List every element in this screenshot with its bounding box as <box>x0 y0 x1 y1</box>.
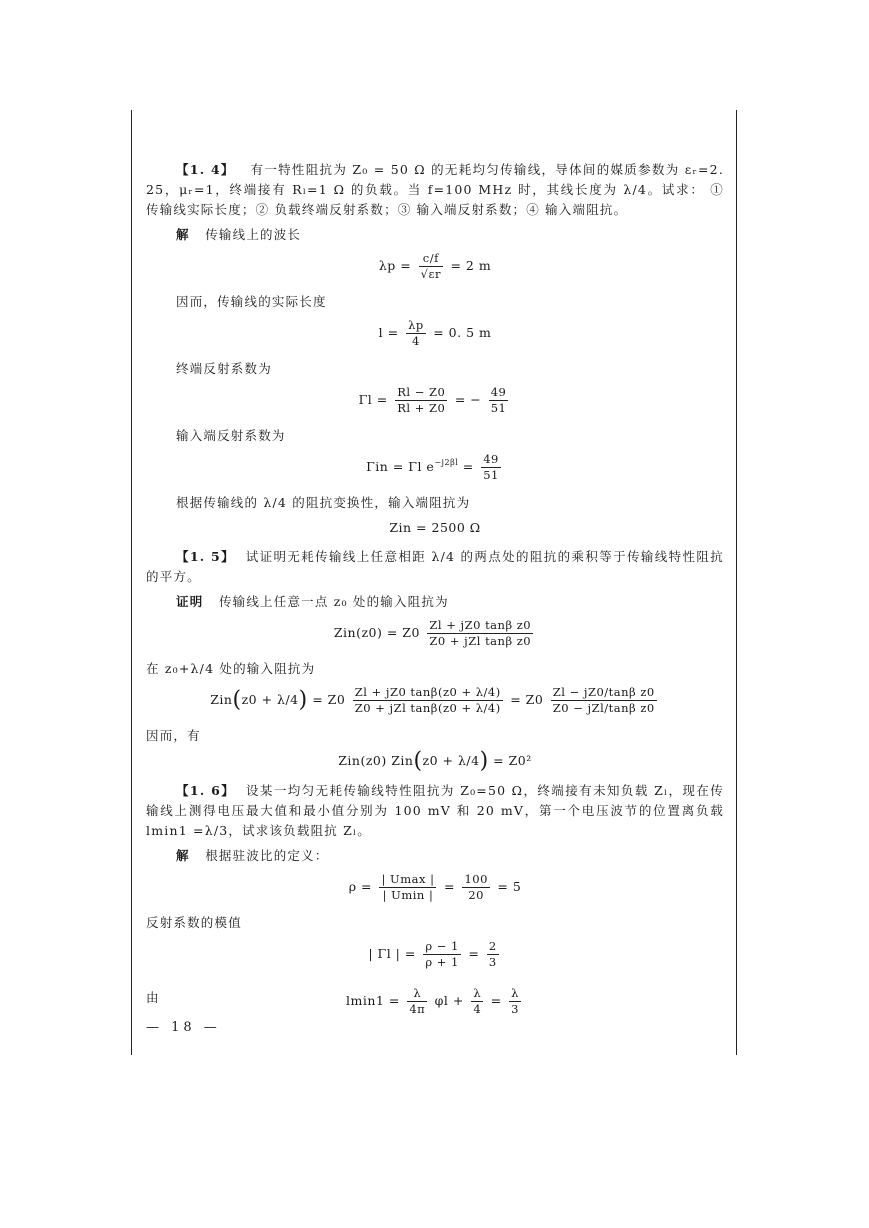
solution-label: 解 <box>176 227 190 242</box>
denominator: Z0 + jZl tanβ(z0 + λ/4) <box>354 701 501 715</box>
problem-1-5-step2: 在 z₀+λ/4 处的输入阻抗为 <box>146 661 316 676</box>
equation-product: Zin(z0) Zin(z0 + λ/4) = Z0² <box>338 748 532 774</box>
numerator: λp <box>408 318 424 332</box>
equation-vswr <box>146 872 724 903</box>
fraction <box>481 452 501 483</box>
fraction <box>462 872 489 903</box>
numerator: c/f <box>419 251 443 267</box>
equation-length <box>146 318 724 349</box>
eq-lhs: ρ = <box>348 878 372 894</box>
eq-mid: = <box>468 945 480 961</box>
fraction <box>551 685 657 716</box>
eq-lhs: λp = <box>378 258 412 273</box>
problem-1-6-title: 【1. 6】 <box>176 782 236 798</box>
eq-mid: = − <box>454 392 482 407</box>
denominator: | Umin | <box>382 887 434 902</box>
step-text: 传输线上的波长 <box>205 227 302 242</box>
problem-1-4-step4: 输入端反射系数为 <box>176 428 286 443</box>
exponent: −j2βl <box>434 458 459 467</box>
eq-lhs: Γin = Γl e <box>366 459 435 474</box>
problem-1-4-line2: εᵣ=2. 25，μᵣ=1，终端接有 Rₗ=1 Ω 的负载。当 f=100 MHz 时，其线长度为 λ/4。试求： <box>146 162 724 197</box>
fraction <box>489 385 509 416</box>
numerator: λ <box>509 986 521 1002</box>
eq-mid: = Z0 <box>312 692 346 707</box>
numerator: Zl + jZ0 tanβ z0 <box>429 618 532 632</box>
denominator: 51 <box>483 468 499 482</box>
page-content <box>146 160 724 1018</box>
fraction <box>509 986 521 1017</box>
denominator: ρ + 1 <box>425 954 459 969</box>
denominator: 4π <box>409 1001 426 1016</box>
numerator: 100 <box>464 871 488 886</box>
numerator: ρ − 1 <box>425 938 459 953</box>
denominator: √εr <box>420 267 441 281</box>
eq-lhs: l = <box>378 325 399 340</box>
equation-zin-quarter: Zin(z0 + λ/4) = Z0 $\frac{Zl + jZ0 \tan\beta(z0 + \lambda/4)}{\text{Z0 + jZl tanβ(z0 + λ/4)}}$ = Z0 $\frac{\text{Zl − jZ0/tanβ z0}}{\text{Z0 − jZl/tanβ z0}}$ <box>210 685 655 715</box>
equation-load-reflection <box>146 385 724 416</box>
eq-mid: = <box>462 459 474 474</box>
numerator: 49 <box>490 385 507 399</box>
eq-rhs: = 2 m <box>450 258 492 273</box>
numerator: 2 <box>488 938 497 953</box>
equation-wavelength <box>146 251 724 282</box>
eq-lhs: Zin(z0) = Z0 <box>333 625 420 640</box>
fraction <box>406 318 426 349</box>
denominator: Rl + Z0 <box>397 401 446 415</box>
problem-1-4-line1: 有一特性阻抗为 Z₀ = 50 Ω 的无耗均匀传输线，导体间的媒质参数为 <box>250 162 680 177</box>
fraction <box>395 385 447 416</box>
equation-input-impedance: Zin = 2500 Ω <box>389 520 481 535</box>
eq-arg: z0 + λ/4 <box>422 753 480 768</box>
fraction <box>407 986 427 1017</box>
numerator: | Umax | <box>381 871 435 886</box>
denominator: 3 <box>511 1001 519 1016</box>
problem-1-6-step3 <box>146 980 724 1018</box>
step-label: 由 <box>146 989 160 1005</box>
eq-lhs: lmin1 = <box>346 992 400 1008</box>
numerator: λ <box>407 986 427 1002</box>
eq-lhs: Zin <box>210 692 233 707</box>
equation-zin-z0 <box>146 618 724 649</box>
fraction <box>353 685 503 716</box>
equation-lmin <box>146 986 724 1017</box>
eq-rhs: = 5 <box>497 878 522 894</box>
step-text: 传输线上任意一点 z₀ 处的输入阻抗为 <box>218 594 449 609</box>
eq-arg: z0 + λ/4 <box>241 692 299 707</box>
eq-lhs: | Γl | = <box>368 945 416 961</box>
numerator: Rl − Z0 <box>397 385 446 399</box>
fraction <box>419 251 443 282</box>
fraction <box>379 872 436 903</box>
problem-1-4-line3: ① 传输线实际长度；② 负载终端反射系数；③ 输入端反射系数；④ 输入端阻抗。 <box>146 182 724 217</box>
numerator: λ <box>471 986 483 1002</box>
problem-1-5-line1: 试证明无耗传输线上任意相距 λ/4 的两点处的阻抗的乘积等于传输线特性阻 <box>245 549 711 564</box>
eq-mid: = <box>443 878 455 894</box>
denominator: 20 <box>468 887 484 902</box>
page-number: — 18 — <box>146 1020 221 1035</box>
denominator: 4 <box>411 334 420 348</box>
proof-label: 证明 <box>176 594 204 609</box>
denominator: 3 <box>488 954 497 969</box>
eq-mid: φl + <box>434 992 464 1008</box>
right-margin-rule <box>736 110 737 1055</box>
solution-label: 解 <box>176 847 190 863</box>
problem-1-4-title: 【1. 4】 <box>176 162 235 177</box>
problem-1-4-step3: 终端反射系数为 <box>176 361 272 376</box>
numerator: Zl + jZ0 tanβ(z0 + λ/4) <box>354 685 501 699</box>
problem-1-5-line2: 抗的平方。 <box>146 549 724 584</box>
denominator: 51 <box>490 401 507 415</box>
denominator: Z0 + jZl tanβ z0 <box>429 634 532 648</box>
fraction <box>471 986 483 1017</box>
equation-input-reflection <box>146 452 724 483</box>
problem-1-6-step1 <box>146 846 724 866</box>
left-margin-rule <box>131 110 132 1055</box>
problem-1-4-step2: 因而，传输线的实际长度 <box>176 294 327 309</box>
problem-1-6-line1: 设某一均匀无耗传输线特性阻抗为 Z₀=50 Ω，终端接有未知负载 Zₗ，现在传 <box>245 782 724 798</box>
problem-1-6-line3: lmin1 =λ/3，试求该负载阻抗 Zₗ。 <box>146 822 371 838</box>
step-text: 根据驻波比的定义： <box>205 847 329 863</box>
problem-1-4-statement <box>146 160 724 220</box>
problem-1-4-step1 <box>146 225 724 245</box>
problem-1-5-step1 <box>146 592 724 612</box>
problem-1-6-line2: 输线上测得电压最大值和最小值分别为 100 mV 和 20 mV，第一个电压波节的位置离负载 <box>146 802 724 818</box>
eq-rhs: = 0. 5 m <box>433 325 492 340</box>
fraction <box>423 939 461 970</box>
problem-1-6-statement <box>146 781 724 841</box>
problem-1-5-statement <box>146 547 724 587</box>
denominator: Z0 − jZl/tanβ z0 <box>552 701 655 715</box>
eq-mid: = <box>490 992 502 1008</box>
problem-1-6-step2: 反射系数的模值 <box>146 914 242 930</box>
problem-1-5-step3: 因而，有 <box>146 728 201 743</box>
numerator: Zl − jZ0/tanβ z0 <box>552 685 655 699</box>
eq-mid: = Z0 <box>510 692 544 707</box>
eq-lhs: Γl = <box>358 392 388 407</box>
eq-lhs: Zin(z0) Zin <box>338 753 414 768</box>
denominator: 4 <box>473 1001 482 1016</box>
fraction <box>427 618 533 649</box>
problem-1-5-title: 【1. 5】 <box>176 549 236 564</box>
eq-rhs: = Z0² <box>493 753 532 768</box>
fraction <box>487 939 499 970</box>
problem-1-4-step5: 根据传输线的 λ/4 的阻抗变换性，输入端阻抗为 <box>176 495 471 510</box>
equation-reflection-magnitude <box>146 939 724 970</box>
numerator: 49 <box>483 452 499 466</box>
